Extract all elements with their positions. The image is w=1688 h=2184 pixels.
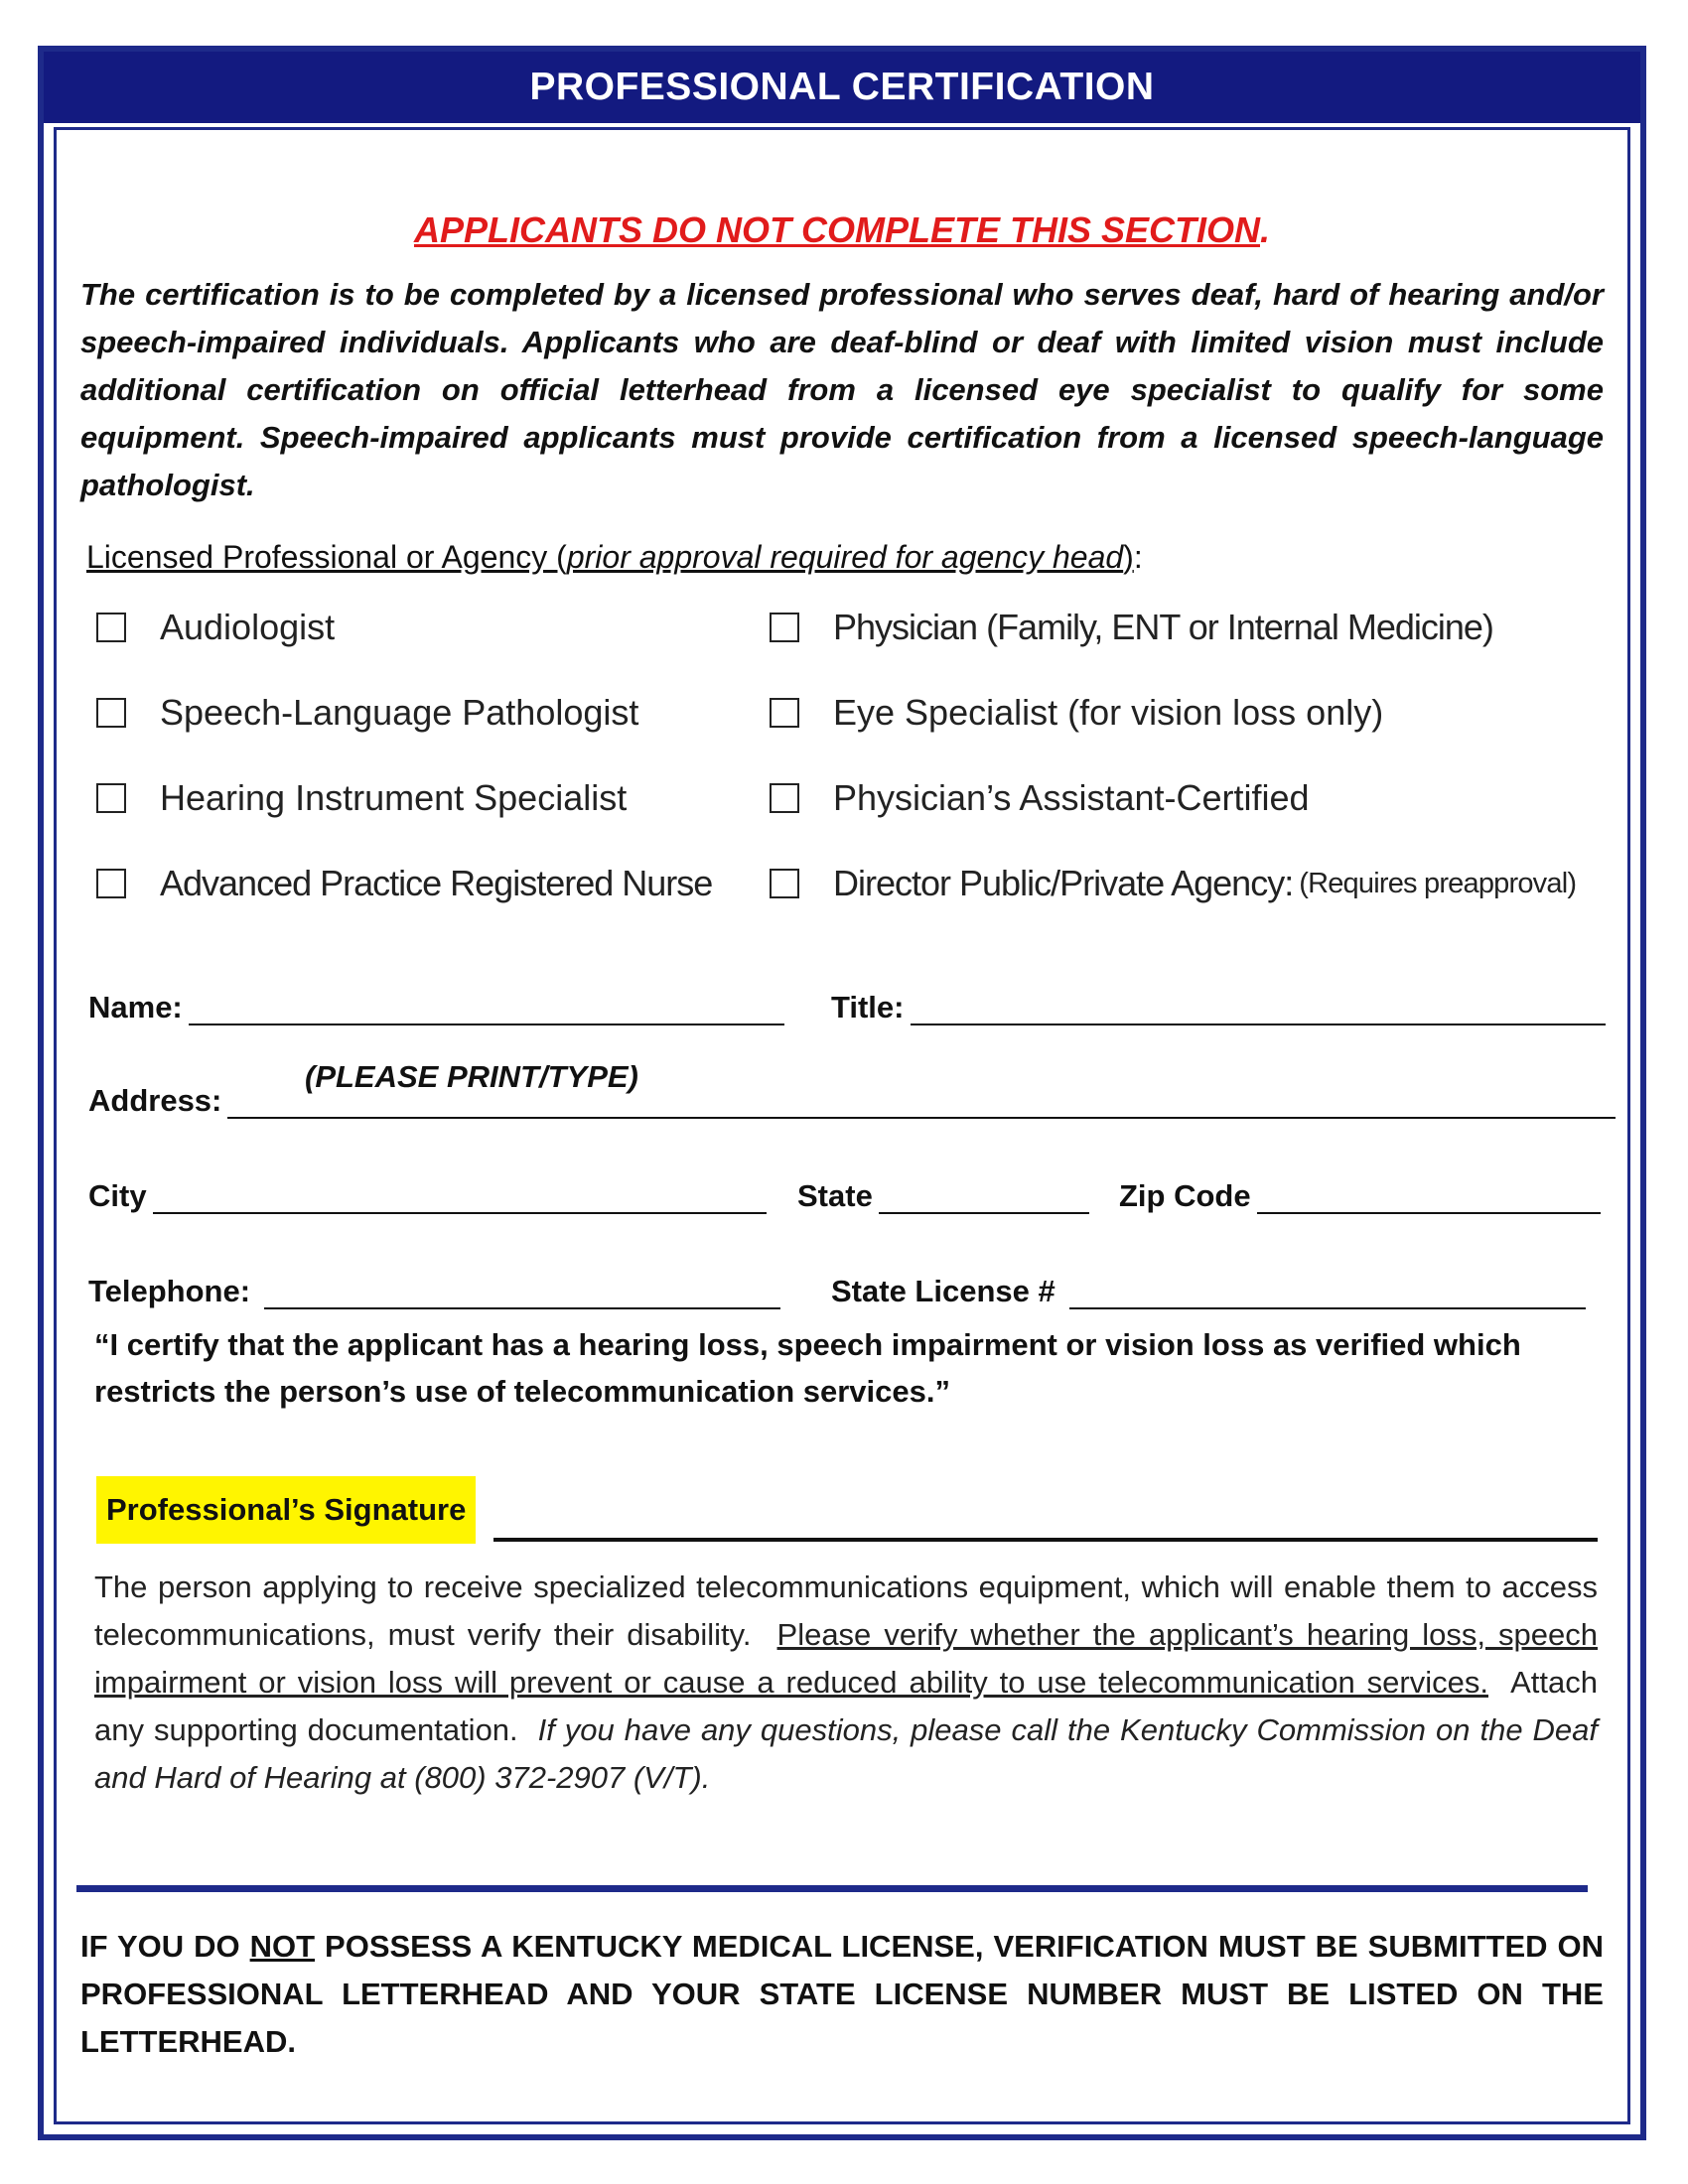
applicant-warning: APPLICANTS DO NOT COMPLETE THIS SECTION. [413, 209, 1271, 250]
divider [76, 1885, 1588, 1892]
checkbox[interactable] [96, 869, 126, 898]
intro-text: The certification is to be completed by a licensed professional who serves deaf, hard of hearing and/or speech-impaired individuals. Applicants who are deaf-blind or deaf with limited vision must include additional certification on official letterhead from a licensed eye specialist to qualify for some equipment. Speech-impaired applicants must provide certification from a licensed speech-language pathologist. [80, 277, 1604, 502]
name-input-line[interactable] [189, 994, 784, 1025]
address-field[interactable]: Address: [88, 1083, 1616, 1119]
option-hearing-instrument-specialist[interactable]: Hearing Instrument Specialist [96, 777, 627, 819]
certification-statement: “I certify that the applicant has a hearing loss, speech impairment or vision loss as verified which restricts the person’s use of telecommunication services.” [94, 1327, 1521, 1409]
print-type-note: (PLEASE PRINT/TYPE) [305, 1059, 638, 1094]
option-physician[interactable]: Physician (Family, ENT or Internal Medicine) [770, 607, 1493, 648]
city-field[interactable]: City [88, 1178, 767, 1214]
checkbox[interactable] [96, 783, 126, 813]
telephone-input-line[interactable] [264, 1278, 780, 1309]
license-input-line[interactable] [1069, 1278, 1586, 1309]
signature-line[interactable] [493, 1538, 1598, 1542]
title-field[interactable]: Title: [831, 990, 1606, 1025]
telephone-field[interactable]: Telephone: [88, 1274, 780, 1309]
license-notice: IF YOU DO NOT POSSESS A KENTUCKY MEDICAL LICENSE, VERIFICATION MUST BE SUBMITTED ON PROFESSIONAL LETTERHEAD AND YOUR STATE LICENSE NUMBER MUST BE LISTED ON THE LETTERHEAD. [80, 1929, 1604, 2059]
state-field[interactable]: State [797, 1178, 1089, 1214]
checkbox[interactable] [96, 698, 126, 728]
option-director-agency[interactable]: Director Public/Private Agency: (Requires preapproval) [770, 863, 1576, 904]
signature-label: Professional’s Signature [96, 1476, 476, 1544]
checkbox[interactable] [96, 613, 126, 642]
city-input-line[interactable] [153, 1182, 767, 1214]
checkbox[interactable] [770, 698, 799, 728]
form-header [44, 52, 1640, 123]
certification-form [38, 46, 1646, 2140]
checkbox[interactable] [770, 783, 799, 813]
checkbox[interactable] [770, 869, 799, 898]
address-input-line[interactable] [227, 1087, 1616, 1119]
option-speech-language-pathologist[interactable]: Speech-Language Pathologist [96, 692, 638, 734]
option-audiologist[interactable]: Audiologist [96, 607, 335, 648]
zip-input-line[interactable] [1257, 1182, 1601, 1214]
license-field[interactable]: State License # [831, 1274, 1586, 1309]
checkbox[interactable] [770, 613, 799, 642]
title-input-line[interactable] [911, 994, 1606, 1025]
name-field[interactable]: Name: [88, 990, 784, 1025]
verification-instructions: The person applying to receive specialized telecommunications equipment, which will enable them to access telecommunications, must verify their disability. Please verify whether the applicant’s hearing loss, speech impairment or vision loss will prevent or cause a reduced ability to use telecommunication services. Attach any supporting documentation. If you have any questions, please call the Kentucky Commission on the Deaf and Hard of Hearing at (800) 372-2907 (V/T). [94, 1570, 1599, 1795]
option-eye-specialist[interactable]: Eye Specialist (for vision loss only) [770, 692, 1383, 734]
zip-field[interactable]: Zip Code [1119, 1178, 1601, 1214]
option-physicians-assistant[interactable]: Physician’s Assistant-Certified [770, 777, 1310, 819]
agency-heading: Licensed Professional or Agency (prior approval required for agency head): [86, 539, 1143, 575]
form-title: PROFESSIONAL CERTIFICATION [529, 66, 1155, 108]
form-body [54, 127, 1630, 2124]
option-advanced-practice-registered-nurse[interactable]: Advanced Practice Registered Nurse [96, 863, 712, 904]
state-input-line[interactable] [879, 1182, 1089, 1214]
